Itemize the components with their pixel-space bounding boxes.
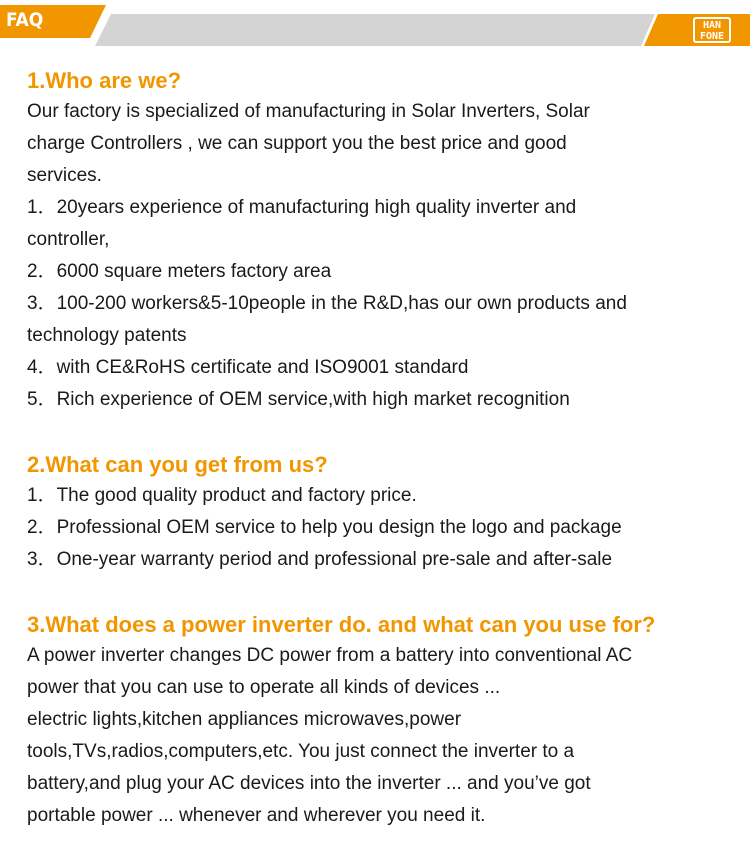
text-line: technology patents: [27, 325, 187, 346]
text-line: electric lights,kitchen appliances microwaves,power: [27, 709, 462, 730]
faq-section-power-inverter: [27, 610, 655, 832]
logo-line-2: FONE: [699, 31, 725, 42]
text-line: 5．Rich experience of OEM service,with high market recognition: [27, 389, 570, 410]
brand-logo: [693, 17, 731, 43]
faq-banner: [0, 0, 750, 60]
text-line: 4．with CE&RoHS certificate and ISO9001 standard: [27, 357, 469, 378]
text-line: portable power ... whenever and wherever you need it.: [27, 805, 486, 826]
banner-shapes: [0, 0, 750, 60]
text-line: 1．20years experience of manufacturing high quality inverter and: [27, 197, 577, 218]
section-heading: 2.What can you get from us?: [27, 452, 328, 477]
text-line: charge Controllers , we can support you the best price and good: [27, 133, 567, 154]
text-line: Our factory is specialized of manufacturing in Solar Inverters, Solar: [27, 101, 590, 122]
text-line: controller,: [27, 229, 110, 250]
text-line: 2．6000 square meters factory area: [27, 261, 332, 282]
text-line: tools,TVs,radios,computers,etc. You just connect the inverter to a: [27, 741, 575, 762]
text-line: services.: [27, 165, 102, 186]
section-heading: 3.What does a power inverter do. and what can you use for?: [27, 612, 656, 637]
section-heading: 1.Who are we?: [27, 68, 182, 93]
faq-section-who-are-we: [27, 66, 727, 416]
faq-content: [27, 64, 727, 826]
text-line: A power inverter changes DC power from a battery into conventional AC: [27, 645, 633, 666]
text-line: 1．The good quality product and factory price.: [27, 485, 417, 506]
logo-line-1: HAN: [702, 20, 722, 31]
banner-band: [95, 14, 655, 46]
text-line: 3．100-200 workers&5-10people in the R&D,has our own products and: [27, 293, 627, 314]
text-line: power that you can use to operate all kinds of devices ...: [27, 677, 501, 698]
faq-label: FAQ: [6, 9, 44, 31]
faq-section-what-you-get: [27, 450, 622, 576]
text-line: battery,and plug your AC devices into the inverter ... and you’ve got: [27, 773, 591, 794]
text-line: 3．One-year warranty period and professional pre-sale and after-sale: [27, 549, 613, 570]
text-line: 2．Professional OEM service to help you design the logo and package: [27, 517, 622, 538]
